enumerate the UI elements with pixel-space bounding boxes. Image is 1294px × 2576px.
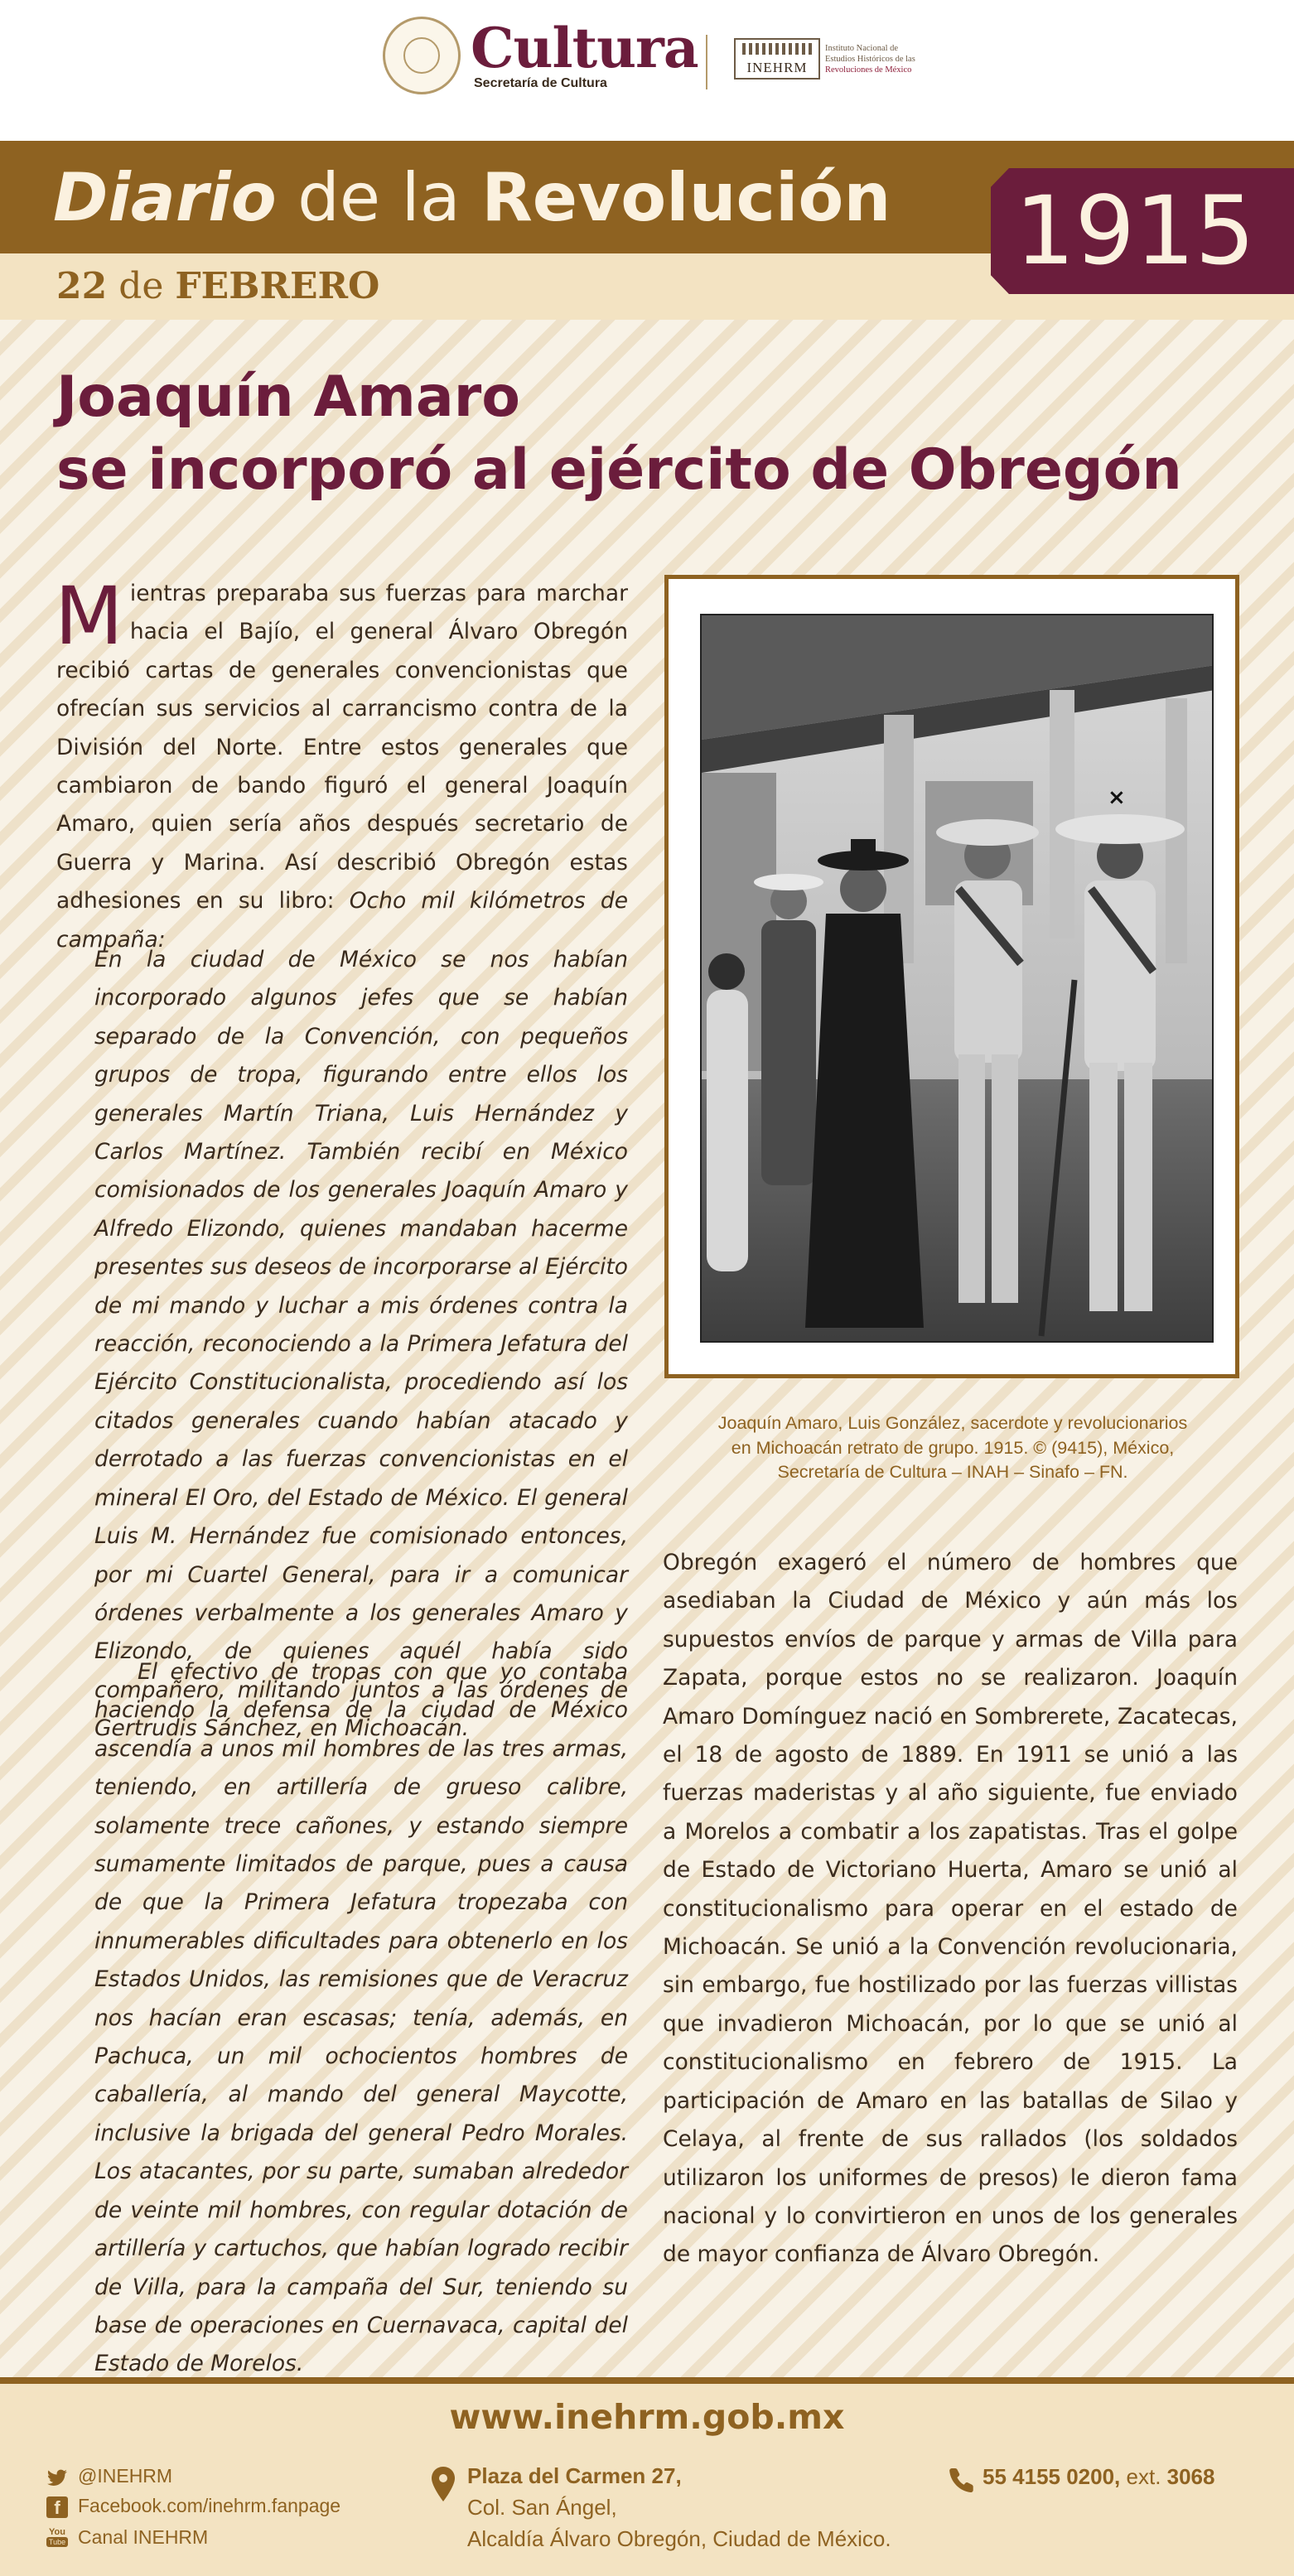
logo-divider: [706, 35, 707, 89]
inehrm-desc-line: Revoluciones de México: [825, 65, 912, 75]
intro-paragraph: [55, 570, 628, 959]
address: [467, 2460, 964, 2554]
address-street: Plaza del Carmen 27,: [467, 2463, 682, 2488]
inehrm-columns-icon: [742, 43, 812, 55]
address-line-1: [467, 2460, 964, 2523]
cultura-logo-word: Cultura: [471, 16, 698, 80]
quote-paragraph-2: El efectivo de tropas con que yo contaba haciendo la defensa de la ciudad de México ascendía a unos mil hombres de las tres armas, teniendo, en artillería de grueso calibre, solamente trece cañones, y estando siempre sumamente limitados de parque, pues a causa de que la Primera Jefatura tropezaba con innumerables dificultades para obtenerlo en los Estados Unidos, las remisiones que de Veracruz nos hacían eran escasas; tenía, además, en Pachuca, un mil ochocientos hombres de caballería, al mando del general Maycotte, inclusive la brigada del general Pedro Morales. Los atacantes, por su parte, sumaban alrededor de veinte mil hombres, con regular dotación de artillería y cartuchos, que habían logrado recibir de Villa, para la campaña del Sur, teniendo su base de operaciones en Cuernavaca, capital del Estado de Morelos.: [94, 1659, 628, 2377]
website-link[interactable]: www.inehrm.gob.mx: [449, 2397, 845, 2437]
historical-photo-illustration: [702, 615, 1214, 1343]
quote-paragraph-1: En la ciudad de México se nos habían incorporado algunos jefes que se habían separado de la Convención, con pequeños grupos de tropa, figurando entre ellos los generales Martín Triana, Luis Hernández y Carlos Martínez. También recibí en México comisionados de los generales Joaquín Amaro y Alfredo Elizondo, quienes mandaban hacerme presentes sus deseos de incorporarse al Ejército de mi mando y luchar a mis órdenes contra la reacción, reconociendo a la Primera Jefatura del Ejército Constitucionalista, procediendo así los citados generales cuando habían atacado y derrotado a las fuerzas convencionistas en el mineral El Oro, del Estado de México. El general Luis M. Hernández fue comisionado entonces, por mi Cuartel General, para ir a comunicar órdenes verbalmente a los generales Amaro y Elizondo, de quienes aquél había sido compañero, militando juntos a las órdenes de Gertrudis Sánchez, en Michoacán.: [94, 947, 628, 1742]
youtube-icon: [46, 2527, 68, 2550]
book-title: Ocho mil kilómetros de campaña:: [56, 888, 628, 953]
biography-paragraph: Obregón exageró el número de hombres que asediaban la Ciudad de México y aún más los supuestos envíos de parque y armas de Villa para Zapata, porque estos no se realizaron. Joaquín Amaro Domínguez nació en Sombrerete, Zacatecas, el 18 de agosto de 1889. En 1911 se unió a las fuerzas maderistas y al año siguiente, fue enviado a Morelos a combatir a los zapatistas. Tras el golpe de Estado de Victoriano Huerta, Amaro se unió al constitucionalismo para operar en el estado de Michoacán. Se unió a la Convención revolucionaria, sin embargo, fue hostilizado por las fuerzas villistas que invadieron Michoacán, por lo que se unió al constitucionalismo en febrero de 1915. La participación de Amaro en las batallas de Silao y Celaya, al frente de sus rallados (los soldados utilizaron los uniformes de presos) le dieron fama nacional y lo convirtieron en unos de los generales de mayor confianza de Álvaro Obregón.: [663, 1550, 1238, 2268]
series-title-part: Revolución: [481, 159, 891, 236]
cultura-logo-subtitle: Secretaría de Cultura: [474, 76, 607, 90]
phone-ext-label: ext.: [1120, 2464, 1167, 2489]
map-pin-icon: [431, 2467, 456, 2501]
twitter-handle: @INEHRM: [78, 2465, 173, 2487]
facebook-url: Facebook.com/inehrm.fanpage: [78, 2495, 341, 2516]
caption-line: Joaquín Amaro, Luis González, sacerdote y revolucionarios: [717, 1413, 1188, 1433]
year-label: 1915: [1014, 176, 1256, 286]
date-month: FEBRERO: [175, 265, 380, 307]
headline-line: Joaquín Amaro: [56, 364, 521, 430]
address-colony: Col. San Ángel,: [467, 2495, 617, 2520]
youtube-link[interactable]: [46, 2523, 208, 2551]
phone-number: [983, 2462, 1214, 2492]
seal-eagle-emblem: [403, 37, 440, 74]
inehrm-description: [825, 43, 949, 75]
facebook-icon: f: [46, 2496, 68, 2518]
facebook-link[interactable]: [46, 2492, 340, 2520]
inehrm-desc-line: Instituto Nacional de: [825, 44, 899, 53]
issue-date: [56, 260, 379, 313]
youtube-channel: Canal INEHRM: [78, 2526, 209, 2548]
drop-cap: M: [55, 570, 123, 663]
series-title-part: de la: [276, 159, 482, 236]
inehrm-logo-letters: INEHRM: [746, 60, 808, 75]
intro-text: ientras preparaba sus fuerzas para marchar hacia el Bajío, el general Álvaro Obregón recibió cartas de generales convencionistas que ofrecían sus servicios al carrancismo contra de la División del Norte. Entre estos generales que cambiaron de bando figuró el general Joaquín Amaro, quien sería años después secretario de Guerra y Marina. Así describió Obregón estas adhesiones en su libro:: [56, 581, 628, 914]
caption-line: en Michoacán retrato de grupo. 1915. © (9415), México,: [731, 1437, 1175, 1458]
inehrm-building-logo: [734, 38, 820, 80]
mexico-seal-logo: [383, 17, 461, 94]
youtube-icon-top: You: [49, 2526, 65, 2537]
twitter-link[interactable]: [46, 2462, 172, 2490]
phone-extension: 3068: [1166, 2464, 1215, 2489]
phone-main: 55 4155 0200,: [983, 2464, 1121, 2489]
date-connector: de: [107, 265, 176, 307]
inehrm-desc-line: Estudios Históricos de las: [825, 55, 915, 64]
article-headline: [56, 361, 1249, 507]
photo-caption: [679, 1411, 1226, 1485]
historical-photo: [700, 614, 1214, 1343]
phone-icon: [949, 2467, 974, 2495]
series-title-part: Diario: [53, 159, 277, 236]
series-title: [53, 149, 891, 248]
svg-text:×: ×: [1108, 785, 1126, 810]
youtube-icon-bottom: Tube: [46, 2537, 68, 2547]
logo-bar: [0, 0, 1294, 141]
photo-frame: [664, 575, 1239, 1378]
twitter-bird-icon: [46, 2467, 68, 2488]
headline-line: se incorporó al ejército de Obregón: [56, 437, 1182, 503]
date-day: 22: [56, 265, 108, 307]
address-line-2: Alcaldía Álvaro Obregón, Ciudad de México.: [467, 2526, 891, 2551]
caption-line: Secretaría de Cultura – INAH – Sinafo – FN.: [777, 1462, 1128, 1482]
